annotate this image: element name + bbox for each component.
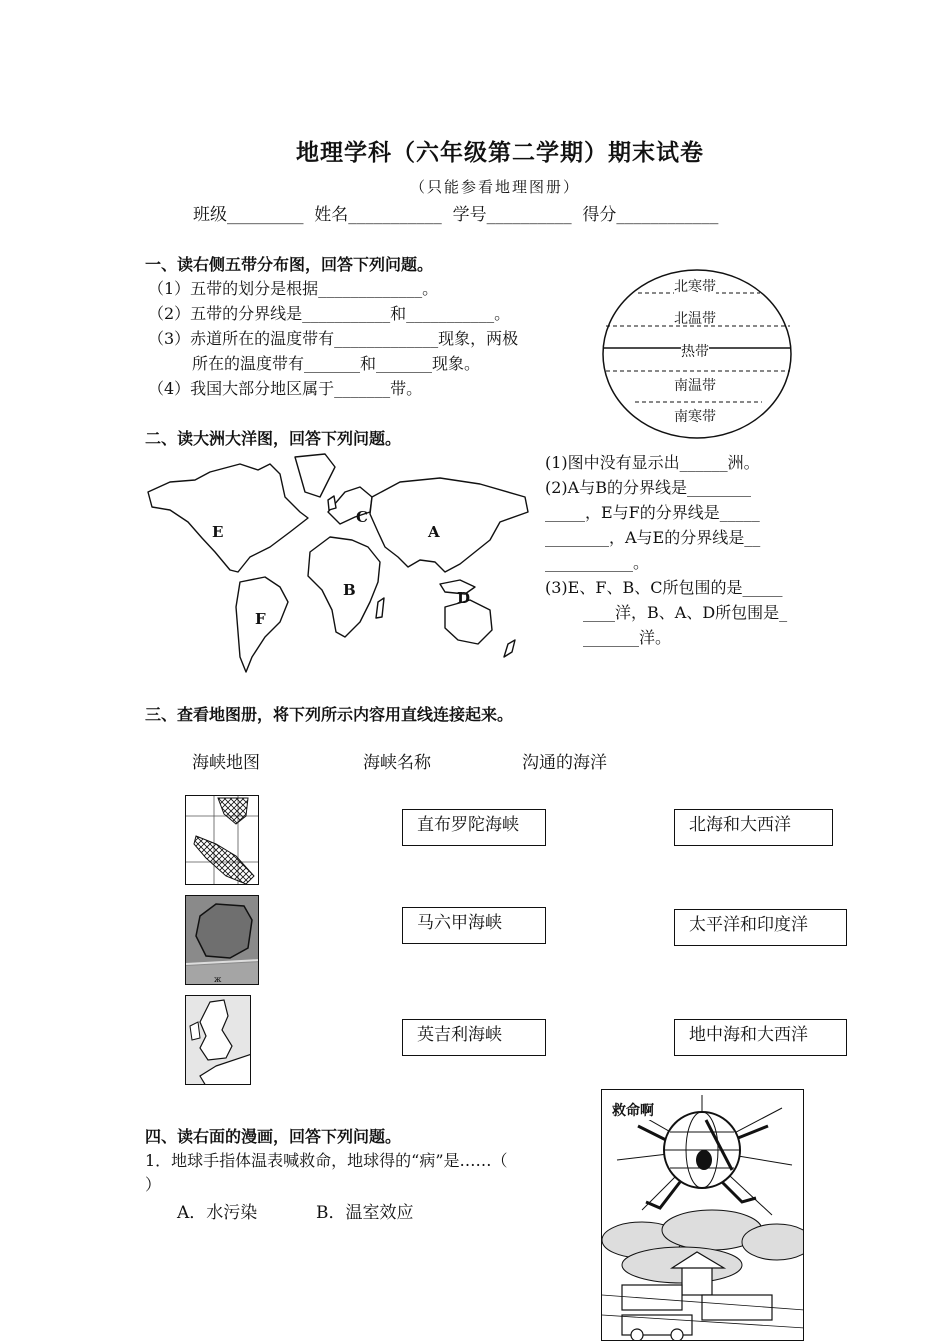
s2-line-8: _______洋。 xyxy=(583,628,672,647)
page-title: 地理学科（六年级第二学期）期末试卷 xyxy=(296,140,704,166)
s2-line-1: (1)图中没有显示出______洲。 xyxy=(545,453,760,472)
svg-text:ж: ж xyxy=(214,975,222,984)
s1-question-2: （2）五带的分界线是___________和___________。 xyxy=(148,304,511,323)
col-header-strait-map: 海峡地图 xyxy=(192,753,260,773)
strait-name-malacca: 马六甲海峡 xyxy=(417,913,502,933)
s1-question-1: （1）五带的划分是根据_____________。 xyxy=(148,279,439,298)
section4-heading: 四、读右面的漫画，回答下列问题。 xyxy=(145,1127,402,1146)
strait-map-malacca-thumbnail xyxy=(185,795,259,885)
strait-name-malacca-box[interactable] xyxy=(402,907,546,944)
map-label-b: B xyxy=(343,581,356,599)
cartoon-caption: 救命啊 xyxy=(612,1100,654,1120)
zone-label-north-frigid: 北寒带 xyxy=(674,276,716,296)
zone-label-tropic: 热带 xyxy=(681,341,709,361)
section1-heading: 一、读右侧五带分布图，回答下列问题。 xyxy=(145,255,434,274)
s2-line-3: _____，E与F的分界线是_____ xyxy=(545,503,760,522)
s1-question-3b: 所在的温度带有_______和_______现象。 xyxy=(192,354,481,373)
zone-label-north-temperate: 北温带 xyxy=(674,311,716,327)
s2-line-5: ___________。 xyxy=(545,553,650,572)
ocean-pair-pacific-indian-box[interactable] xyxy=(674,909,847,946)
strait-name-gibraltar: 直布罗陀海峡 xyxy=(417,815,519,835)
s1-question-4: （4）我国大部分地区属于_______带。 xyxy=(148,379,423,398)
zone-label-south-temperate: 南温带 xyxy=(674,378,716,394)
s4-option-a: A．水污染 xyxy=(177,1203,258,1223)
s2-line-2: (2)A与B的分界线是________ xyxy=(545,478,751,497)
ocean-pair-mediterranean-atlantic-box[interactable] xyxy=(674,1019,847,1056)
section2-heading: 二、读大洲大洋图，回答下列问题。 xyxy=(145,429,402,448)
s4-question-1b: ） xyxy=(145,1175,162,1194)
global-warming-cartoon xyxy=(601,1089,804,1341)
map-label-d: D xyxy=(457,589,471,607)
strait-name-english-channel: 英吉利海峡 xyxy=(417,1025,502,1045)
col-header-oceans: 沟通的海洋 xyxy=(522,753,607,773)
s2-line-6: (3)E、F、B、C所包围的是_____ xyxy=(545,578,783,597)
s2-line-7: ____洋，B、A、D所包围是_ xyxy=(583,603,788,622)
world-map xyxy=(140,452,535,677)
strait-map-english-channel-thumbnail xyxy=(185,995,251,1085)
student-info-line: 班级_________ 姓名___________ 学号__________ 得分____________ xyxy=(193,205,719,225)
five-zones-diagram xyxy=(600,268,794,440)
page-subtitle: （只能参看地理图册） xyxy=(409,178,580,196)
col-header-strait-name: 海峡名称 xyxy=(363,753,431,773)
strait-map-gibraltar-thumbnail xyxy=(185,895,259,985)
s2-line-4: ________，A与E的分界线是__ xyxy=(545,528,761,547)
map-label-f: F xyxy=(255,610,266,628)
ocean-pair-north-sea-atlantic-box[interactable] xyxy=(674,809,833,846)
section3-heading: 三、查看地图册，将下列所示内容用直线连接起来。 xyxy=(145,705,514,724)
strait-name-gibraltar-box[interactable] xyxy=(402,809,546,846)
map-label-c: C xyxy=(356,508,368,526)
s1-question-3a: （3）赤道所在的温度带有_____________现象，两极 xyxy=(148,329,519,348)
ocean-pair-mediterranean-atlantic: 地中海和大西洋 xyxy=(689,1025,808,1045)
s4-option-b: B．温室效应 xyxy=(316,1203,414,1223)
ocean-pair-pacific-indian: 太平洋和印度洋 xyxy=(689,915,808,935)
map-label-a: A xyxy=(428,523,440,541)
strait-name-english-channel-box[interactable] xyxy=(402,1019,546,1056)
map-label-e: E xyxy=(212,523,224,541)
ocean-pair-north-sea-atlantic: 北海和大西洋 xyxy=(689,815,791,835)
s4-question-1a: 1．地球手指体温表喊救命，地球得的“病”是……（ xyxy=(145,1151,508,1170)
zone-label-south-frigid: 南寒带 xyxy=(674,409,716,425)
